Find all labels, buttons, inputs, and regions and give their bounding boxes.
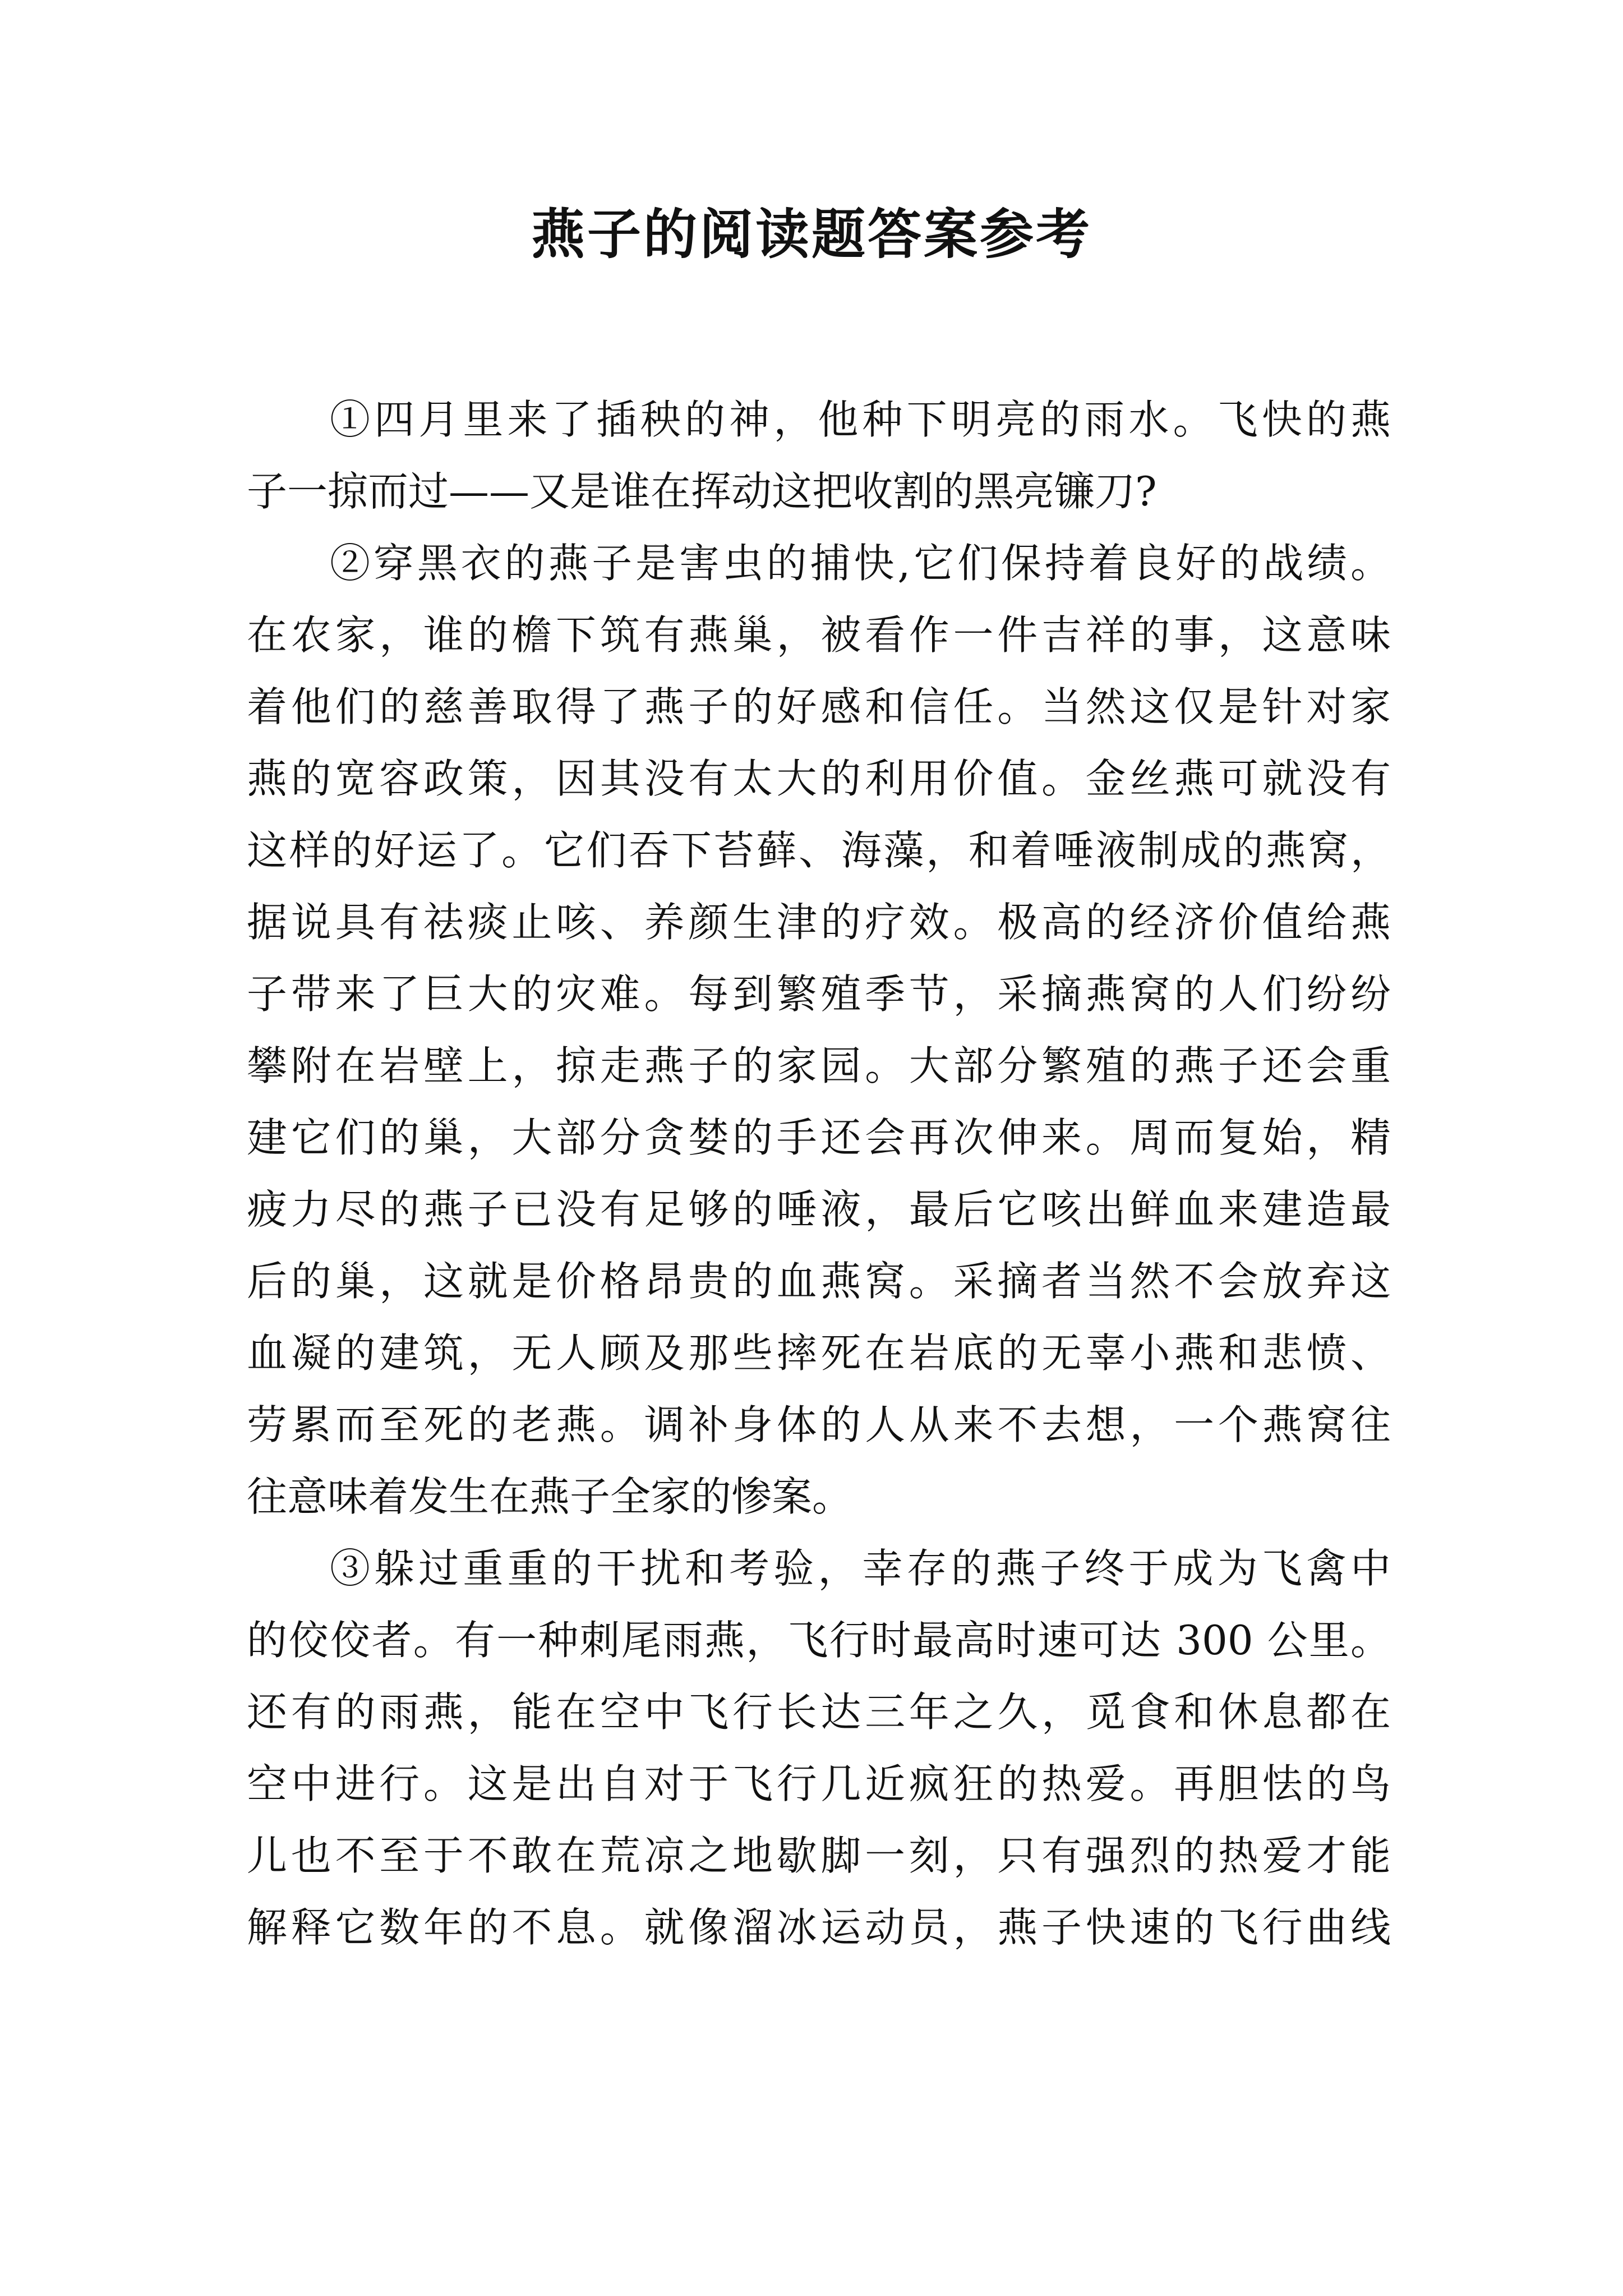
paragraph-line: 空中进行。这是出自对于飞行几近疯狂的热爱。再胆怯的鸟 xyxy=(247,1760,1391,1807)
paragraph-line: 建它们的巢，大部分贪婪的手还会再次伸来。周而复始，精 xyxy=(247,1114,1391,1161)
paragraph-line: 子带来了巨大的灾难。每到繁殖季节，采摘燕窝的人们纷纷 xyxy=(247,970,1391,1018)
paragraph-line: 子一掠而过——又是谁在挥动这把收割的黑亮镰刀? xyxy=(247,468,1157,515)
paragraph-line: 的佼佼者。有一种刺尾雨燕，飞行时最高时速可达 300 公里。 xyxy=(247,1617,1391,1664)
paragraph-line: 往意味着发生在燕子全家的惨案。 xyxy=(247,1473,853,1520)
article-body xyxy=(247,384,1391,1963)
paragraph-line: 疲力尽的燕子已没有足够的唾液，最后它咳出鲜血来建造最 xyxy=(247,1186,1391,1233)
paragraph-line: 劳累而至死的老燕。调补身体的人从来不去想，一个燕窝往 xyxy=(247,1401,1391,1448)
paragraph-line: 燕的宽容政策，因其没有太大的利用价值。金丝燕可就没有 xyxy=(247,755,1391,802)
paragraph-line: ②穿黑衣的燕子是害虫的捕快,它们保持着良好的战绩。 xyxy=(330,540,1391,587)
paragraph-line: 在农家，谁的檐下筑有燕巢，被看作一件吉祥的事，这意味 xyxy=(247,611,1391,659)
page-title: 燕子的阅读题答案参考 xyxy=(531,203,1092,266)
paragraph-line: 据说具有祛痰止咳、养颜生津的疗效。极高的经济价值给燕 xyxy=(247,899,1391,946)
paragraph-line: 后的巢，这就是价格昂贵的血燕窝。采摘者当然不会放弃这 xyxy=(247,1258,1391,1305)
paragraph-line: 儿也不至于不敢在荒凉之地歇脚一刻，只有强烈的热爱才能 xyxy=(247,1832,1391,1879)
paragraph-line: 解释它数年的不息。就像溜冰运动员，燕子快速的飞行曲线 xyxy=(247,1904,1391,1951)
paragraph-line: 攀附在岩壁上，掠走燕子的家园。大部分繁殖的燕子还会重 xyxy=(247,1042,1391,1089)
paragraph-line: 着他们的慈善取得了燕子的好感和信任。当然这仅是针对家 xyxy=(247,683,1391,730)
paragraph-line: 这样的好运了。它们吞下苔藓、海藻，和着唾液制成的燕窝， xyxy=(247,827,1391,874)
paragraph-line: ①四月里来了插秧的神，他种下明亮的雨水。飞快的燕 xyxy=(330,396,1391,443)
paragraph-line: 还有的雨燕，能在空中飞行长达三年之久，觅食和休息都在 xyxy=(247,1688,1391,1736)
paragraph-line: ③躲过重重的干扰和考验，幸存的燕子终于成为飞禽中 xyxy=(330,1545,1391,1592)
paragraph-line: 血凝的建筑，无人顾及那些摔死在岩底的无辜小燕和悲愤、 xyxy=(247,1329,1391,1377)
